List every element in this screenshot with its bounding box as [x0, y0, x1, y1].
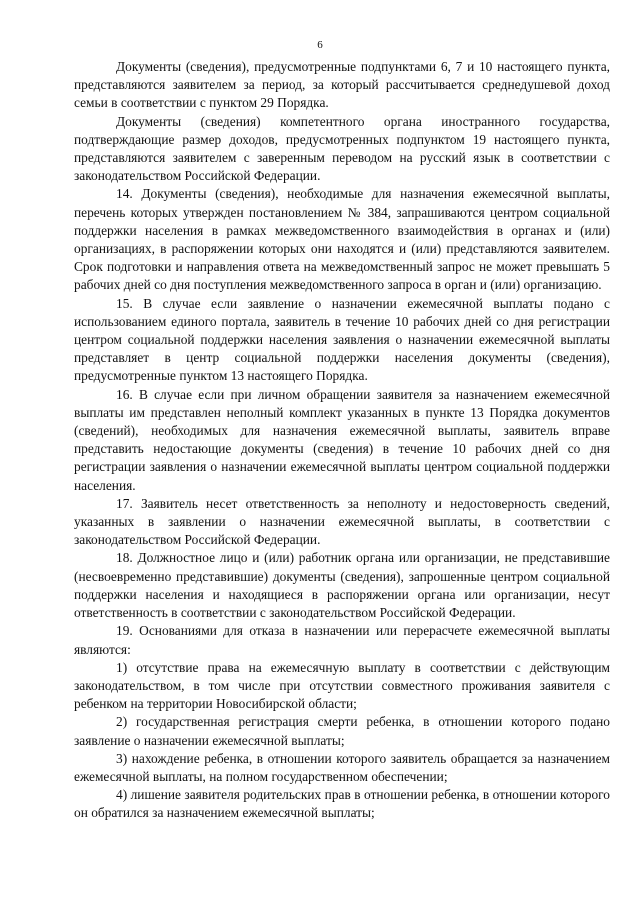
paragraph-foreign-documents: Документы (сведения) компетентного органа иностранного государства, подтверждающие размер доходов, предусмотренных подпунктом 19 настоящего пункта, представляются заявителем с заверенным переводом на русский язык в соответствии с законодательством Российской Федерации.	[74, 113, 610, 184]
paragraph-item-19-1: 1) отсутствие права на ежемесячную выплату в соответствии с действующим законодательством, в том числе при отсутствии совместного проживания заявителя с ребенком на территории Новосибирской области;	[74, 659, 610, 712]
page-number: 6	[317, 39, 323, 51]
paragraph-income-period: Документы (сведения), предусмотренные подпунктами 6, 7 и 10 настоящего пункта, представляются заявителем за период, за который рассчитывается среднедушевой доход семьи в соответствии с пунктом 29 Порядка.	[74, 59, 610, 111]
paragraph-item-19-4: 4) лишение заявителя родительских прав в отношении ребенка, в отношении которого он обратился за назначением ежемесячной выплаты;	[74, 787, 610, 821]
paragraph-item-15: 15. В случае если заявление о назначении ежемесячной выплаты подано с использованием единого портала, заявитель в течение 10 рабочих дней со дня регистрации центром социальной поддержки населения заявления о назначении ежемесячной выплаты представляет в центр социальной поддержки населения документы (сведения), предусмотренные пунктом 13 настоящего Порядка.	[74, 295, 610, 384]
paragraph-item-16: 16. В случае если при личном обращении заявителя за назначением ежемесячной выплаты им представлен неполный комплект указанных в пункте 13 Порядка документов (сведений), необходимых для назначения ежемесячной выплаты, заявитель вправе представить недостающие документы (сведения) в течение 10 рабочих дней со дня регистрации заявления о назначении ежемесячной выплаты центром социальной поддержки населения.	[74, 386, 610, 493]
paragraph-item-19: 19. Основаниями для отказа в назначении или перерасчете ежемесячной выплаты являются:	[74, 623, 610, 657]
document-body	[74, 58, 610, 823]
paragraph-item-18: 18. Должностное лицо и (или) работник органа или организации, не представившие (несвоевременно представившие) документы (сведения), запрошенные центром социальной поддержки населения и находящиеся в распоряжении органа или организации, несут ответственность в соответствии с законодательством Российской Федерации.	[74, 550, 610, 621]
paragraph-item-19-2: 2) государственная регистрация смерти ребенка, в отношении которого подано заявление о назначении ежемесячной выплаты;	[74, 714, 610, 748]
paragraph-item-19-3: 3) нахождение ребенка, в отношении которого заявитель обращается за назначением ежемесячной выплаты, на полном государственном обеспечении;	[74, 750, 610, 784]
paragraph-item-17: 17. Заявитель несет ответственность за неполноту и недостоверность сведений, указанных в заявлении о назначении ежемесячной выплаты, в соответствии с законодательством Российской Федерации.	[74, 495, 610, 548]
paragraph-item-14: 14. Документы (сведения), необходимые для назначения ежемесячной выплаты, перечень которых утвержден постановлением № 384, запрашиваются центром социальной поддержки населения в рамках межведомственного взаимодействия в органах и (или) организациях, в распоряжении которых они находятся и (или) представляются заявителем. Срок подготовки и направления ответа на межведомственный запрос не может превышать 5 рабочих дней со дня поступления межведомственного запроса в орган и (или) организацию.	[74, 186, 610, 293]
